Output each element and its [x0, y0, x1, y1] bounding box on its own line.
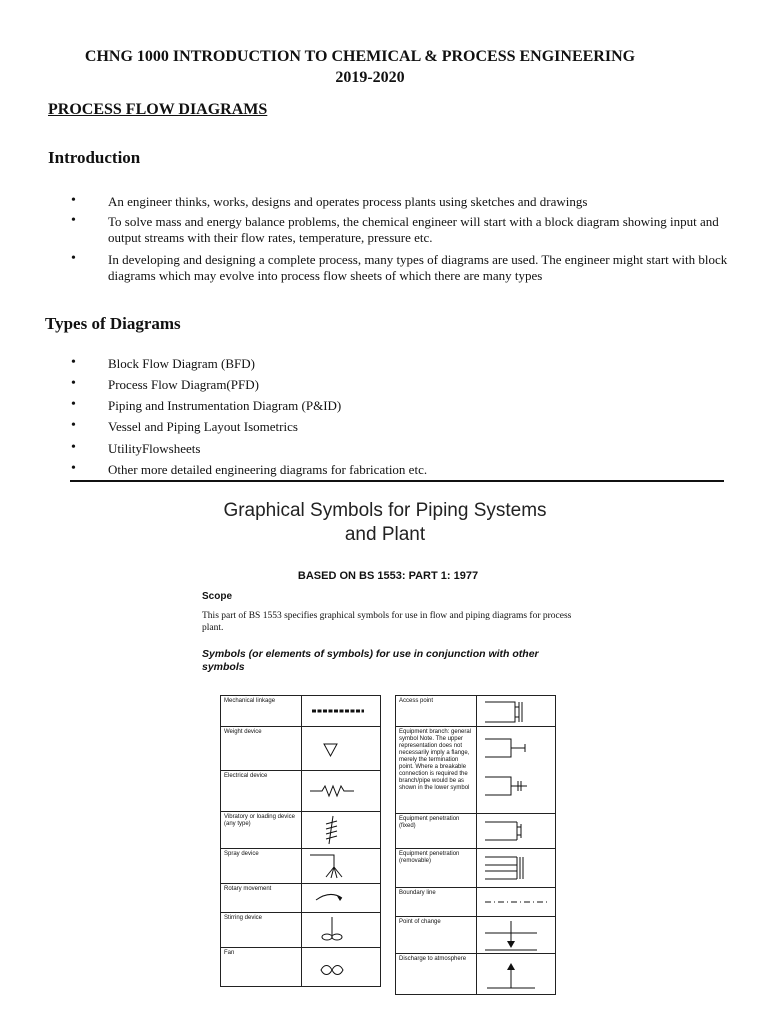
symbol-label: Equipment branch: general symbol Note. The upper representation does not necessarily imply a flange, merely the termination point. Where a breakable connection is required the branch/pipe would be as shown in the lower symbol: [396, 727, 477, 814]
stirring-device-icon: [302, 913, 381, 948]
horizontal-divider: [70, 480, 724, 482]
list-item: • Piping and Instrumentation Diagram (P&ID): [71, 397, 342, 413]
list-item: • In developing and designing a complete process, many types of diagrams are used. The engineer might start with block diagrams which may evolve into process flow sheets of which there are many types: [71, 251, 728, 283]
list-item: • To solve mass and energy balance problems, the chemical engineer will start with a block diagram showing input and output streams with their flow rates, temperature, pressure etc.: [71, 213, 719, 245]
access-point-icon: [477, 696, 556, 727]
symbol-label: Access point: [396, 696, 477, 727]
vibratory-device-icon: [302, 812, 381, 849]
list-item: • An engineer thinks, works, designs and operates process plants using sketches and drawings: [71, 193, 588, 209]
symbol-label: Rotary movement: [221, 884, 302, 913]
introduction-heading: Introduction: [48, 148, 141, 167]
symbols-table-right: [395, 695, 556, 995]
symbol-label: Spray device: [221, 849, 302, 884]
figure-title: Graphical Symbols for Piping Systems and Plant: [223, 500, 547, 545]
point-of-change-icon: [477, 917, 556, 954]
equipment-branch-icon: [477, 727, 556, 814]
symbol-label: Vibratory or loading device (any type): [221, 812, 302, 849]
weight-device-icon: [302, 727, 381, 771]
discharge-icon: [477, 954, 556, 995]
scope-heading: Scope: [202, 591, 233, 602]
scope-text: This part of BS 1553 specifies graphical symbols for use in flow and piping diagrams for process plant.: [202, 611, 572, 633]
symbol-label: Electrical device: [221, 771, 302, 812]
mechanical-linkage-icon: [302, 696, 381, 727]
symbol-label: Fan: [221, 948, 302, 987]
penetration-fixed-icon: [477, 814, 556, 849]
rotary-movement-icon: [302, 884, 381, 913]
symbol-label: Equipment penetration (removable): [396, 849, 477, 888]
boundary-line-icon: [477, 888, 556, 917]
symbol-label: Discharge to atmosphere: [396, 954, 477, 995]
symbol-label: Point of change: [396, 917, 477, 954]
list-item: • Process Flow Diagram(PFD): [71, 376, 259, 392]
course-title: CHNG 1000 INTRODUCTION TO CHEMICAL & PROCESS ENGINEERING: [84, 48, 636, 65]
list-item: • Block Flow Diagram (BFD): [71, 355, 255, 371]
types-heading: Types of Diagrams: [45, 314, 181, 333]
list-item: • Vessel and Piping Layout Isometrics: [71, 418, 298, 434]
penetration-removable-icon: [477, 849, 556, 888]
symbol-label: Mechanical linkage: [221, 696, 302, 727]
symbol-label: Equipment penetration (fixed): [396, 814, 477, 849]
symbol-label: Weight device: [221, 727, 302, 771]
list-item: • UtilityFlowsheets: [71, 440, 201, 456]
fan-icon: [302, 948, 381, 987]
symbols-heading: Symbols (or elements of symbols) for use in conjunction with other symbols: [202, 648, 539, 673]
section-title: PROCESS FLOW DIAGRAMS: [48, 101, 268, 118]
symbol-label: Boundary line: [396, 888, 477, 917]
spray-device-icon: [302, 849, 381, 884]
list-item: • Other more detailed engineering diagrams for fabrication etc.: [71, 461, 428, 477]
academic-year: 2019-2020: [335, 69, 405, 86]
symbols-table-left: [220, 695, 381, 987]
symbol-label: Stirring device: [221, 913, 302, 948]
figure-standard: BASED ON BS 1553: PART 1: 1977: [297, 570, 479, 582]
electrical-device-icon: [302, 771, 381, 812]
